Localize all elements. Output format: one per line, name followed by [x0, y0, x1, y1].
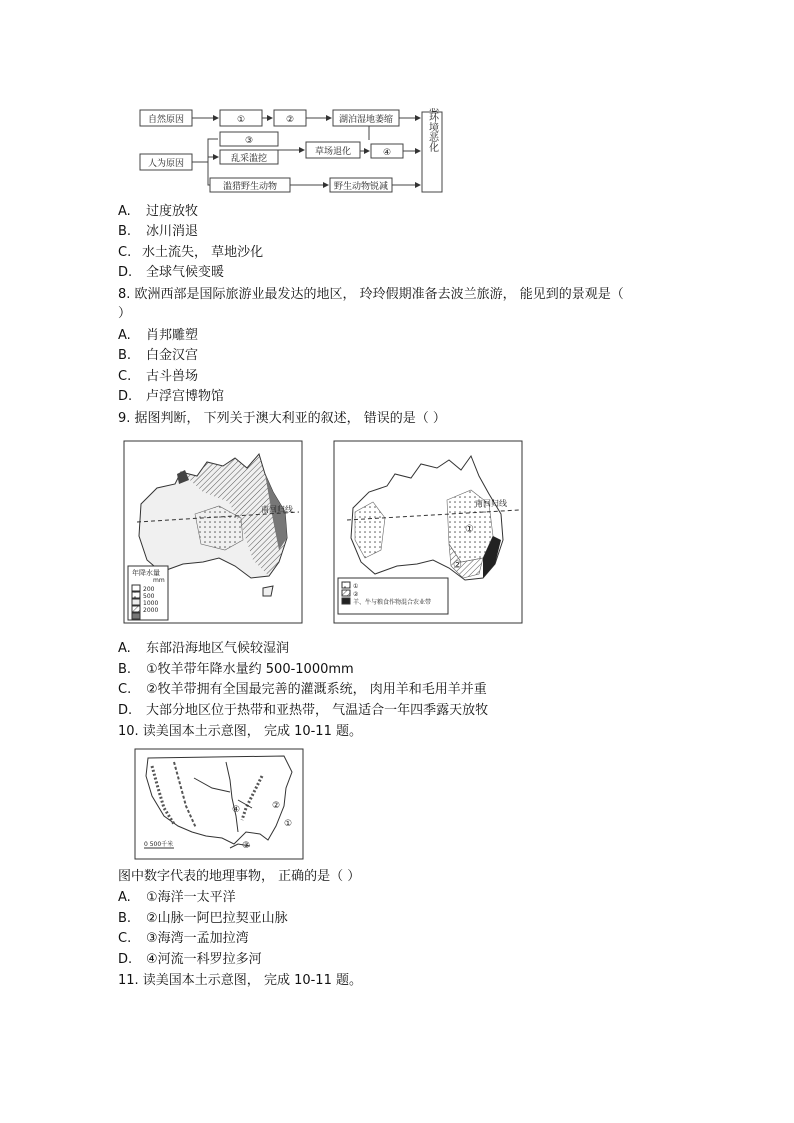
legend-title: 年降水量 [132, 569, 160, 577]
legend-value: 200 [143, 586, 155, 593]
box-1-text: ① [236, 115, 246, 125]
tropic-label: 南回归线 [475, 499, 507, 508]
option-text: 大部分地区位于热带和亚热带， 气温适合一年四季露天放牧 [146, 703, 489, 718]
option-letter: B. [118, 224, 132, 239]
usa-map [134, 748, 304, 860]
q10-option-c [118, 930, 249, 947]
option-text: ②山脉一阿巴拉契亚山脉 [146, 911, 288, 926]
australia-farming-map [333, 440, 523, 624]
option-text: ①牧羊带年降水量约 500-1000mm [146, 662, 354, 677]
legend-value: 1000 [143, 600, 159, 607]
q10-option-a [118, 889, 236, 906]
option-letter: A. [118, 204, 131, 219]
q9-option-b [118, 661, 354, 678]
option-text: 冰川消退 [146, 224, 199, 239]
hunting-text: 滥猎野生动物 [222, 182, 278, 192]
option-letter: A. [118, 641, 131, 656]
legend-entry: ① [353, 583, 359, 590]
option-letter: A. [118, 328, 131, 343]
option-letter: D. [118, 703, 133, 718]
q8-option-d [118, 388, 224, 405]
option-text: 肖邦雕塑 [146, 328, 199, 343]
option-text: 古斗兽场 [146, 369, 199, 384]
option-letter: D. [118, 265, 133, 280]
map-label-3: ③ [242, 841, 251, 851]
option-text: ④河流一科罗拉多河 [146, 952, 262, 967]
option-text: 过度放牧 [146, 204, 199, 219]
q8-option-c [118, 368, 198, 385]
box-2-text: ② [285, 115, 295, 125]
option-letter: A. [118, 890, 131, 905]
q11-stem: 11. 读美国本土示意图， 完成 10-11 题。 [118, 973, 362, 988]
q10-option-b [118, 910, 288, 927]
map-label-1: ① [465, 524, 474, 535]
option-letter: C. [118, 682, 132, 697]
q10-stem: 10. 读美国本土示意图， 完成 10-11 题。 [118, 724, 362, 739]
human-cause-text: 人为原因 [147, 159, 185, 169]
q7-option-c [118, 244, 263, 261]
map-label-2: ② [453, 560, 462, 571]
option-text: 水土流失， 草地沙化 [142, 245, 264, 260]
option-text: ①海洋一太平洋 [146, 890, 236, 905]
result-text: 生态环境恶化 [426, 108, 438, 152]
option-text: 白金汉宫 [146, 348, 199, 363]
option-letter: D. [118, 952, 133, 967]
overdig-text: 乱采滥挖 [230, 154, 268, 164]
legend-value: 2000 [143, 607, 159, 614]
q9-option-a [118, 640, 289, 657]
wildlife-decline-text: 野生动物锐减 [333, 182, 389, 192]
map-label-2: ② [272, 801, 281, 811]
q7-option-b [118, 223, 198, 240]
option-text: ②牧羊带拥有全国最完善的灌溉系统， 肉用羊和毛用羊并重 [146, 682, 487, 697]
map-label-1: ① [284, 819, 293, 829]
option-text: 东部沿海地区气候较湿润 [146, 641, 290, 656]
option-letter: C. [118, 369, 132, 384]
q9-option-d [118, 702, 488, 719]
q10-option-d [118, 951, 262, 968]
flowchart-figure [138, 108, 444, 198]
option-letter: D. [118, 389, 133, 404]
flowchart-diagram [138, 108, 444, 198]
q9-option-c [118, 681, 487, 698]
box-4-text: ④ [382, 148, 392, 158]
option-letter: B. [118, 911, 132, 926]
map-scale: 0 500千米 [144, 841, 174, 848]
precipitation-map-svg [123, 440, 303, 624]
map-label-4: ④ [232, 805, 241, 815]
q8-option-b [118, 347, 198, 364]
legend-entry: 羊、牛与粮食作物混合农业带 [353, 599, 432, 606]
tropic-label: 南回归线 [261, 505, 293, 514]
option-text: 卢浮宫博物馆 [146, 389, 225, 404]
q7-option-d [118, 264, 224, 281]
q10-sub-stem: 图中数字代表的地理事物， 正确的是（ ） [118, 869, 361, 884]
legend-unit: mm [153, 577, 165, 584]
option-letter: B. [118, 662, 132, 677]
q7-option-a [118, 203, 198, 220]
option-letter: C. [118, 931, 132, 946]
option-text: ③海湾一孟加拉湾 [146, 931, 249, 946]
farming-map-svg [333, 440, 523, 624]
legend-entry: ② [353, 591, 359, 598]
option-letter: B. [118, 348, 132, 363]
grass-degrade-text: 草场退化 [314, 147, 352, 157]
natural-cause-text: 自然原因 [147, 115, 185, 125]
wetland-text: 湖泊湿地萎缩 [338, 115, 394, 125]
usa-map-svg [134, 748, 304, 860]
q8-option-a [118, 327, 198, 344]
australia-precipitation-map [123, 440, 303, 624]
box-3-text: ③ [244, 136, 254, 146]
q8-stem-end: ） [118, 306, 132, 321]
q9-stem: 9. 据图判断， 下列关于澳大利亚的叙述， 错误的是（ ） [118, 411, 446, 426]
option-text: 全球气候变暖 [146, 265, 225, 280]
legend-value: 500 [143, 593, 155, 600]
q8-stem: 8. 欧洲西部是国际旅游业最发达的地区， 玲玲假期准备去波兰旅游， 能见到的景观是（ [118, 287, 624, 302]
option-letter: C. [118, 245, 132, 260]
